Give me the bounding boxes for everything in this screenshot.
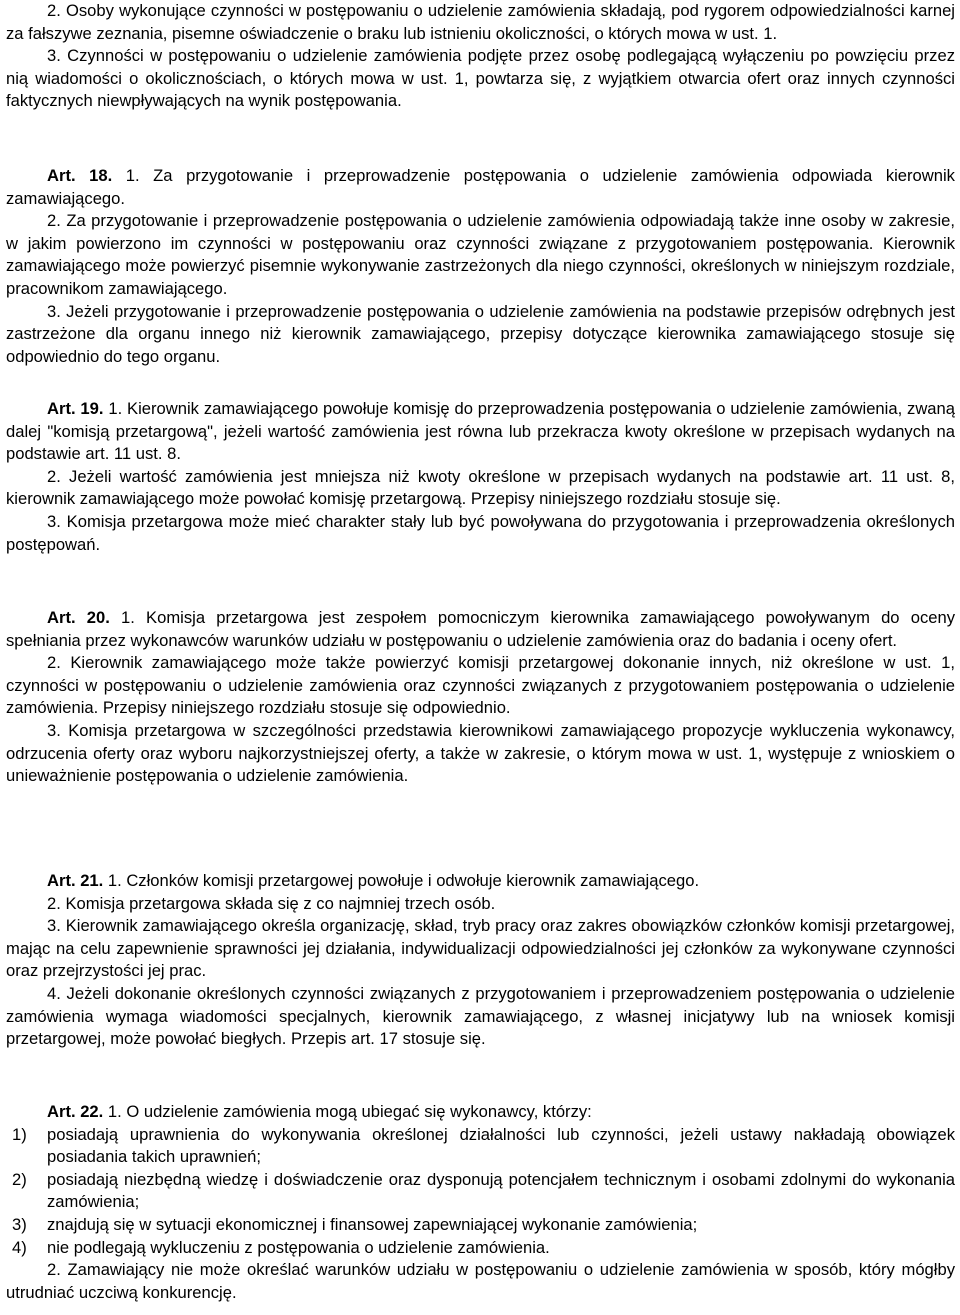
art18-para-3: 3. Jeżeli przygotowanie i przeprowadzenie postępowania o udzielenie zamówienia na podstawie przepisów odrębnych jest zastrzeżone dla organu innego niż kierownik zamawiającego, przepisy dotyczące kierownika zamawiającego stosuje się odpowiednio do tego organu. — [6, 301, 955, 366]
art21-para-4: 4. Jeżeli dokonanie określonych czynności związanych z przygotowaniem i przeprowadzeniem postępowania o udzielenie zamówienia wymaga wiadomości specjalnych, kierownik zamawiającego, z własnej inicjatywy lub na wniosek komisji przetargowej, może powołać biegłych. Przepis art. 17 stosuje się. — [6, 983, 955, 1049]
art18-heading: Art. 18. — [47, 166, 113, 185]
art20-heading: Art. 20. — [47, 608, 110, 627]
list-item — [6, 1237, 955, 1260]
list-item-number: 3) — [12, 1214, 27, 1234]
art17-para-2: 2. Osoby wykonujące czynności w postępowaniu o udzielenie zamówienia składają, pod rygorem odpowiedzialności karnej za fałszywe zeznania, pisemne oświadczenie o braku lub istnieniu okoliczności, o których mowa w ust. 1. — [6, 1, 955, 43]
art21-section — [6, 870, 955, 1051]
art21-heading: Art. 21. — [47, 871, 104, 890]
art18-para-1 — [6, 165, 955, 210]
art20-para-3: 3. Komisja przetargowa w szczególności przedstawia kierownikowi zamawiającego propozycje wykluczenia wykonawcy, odrzucenia oferty oraz wyboru najkorzystniejszej oferty, a także w zakresie, o którym mowa w ust. 1, występuje z wnioskiem o unieważnienie postępowania o udzielenie zamówienia. — [6, 720, 955, 786]
list-item — [6, 1214, 955, 1237]
list-item-number: 1) — [12, 1124, 27, 1144]
art22-heading: Art. 22. — [47, 1102, 104, 1121]
art22-list — [6, 1124, 955, 1260]
art22-para-1-text: 1. O udzielenie zamówienia mogą ubiegać się wykonawcy, którzy: — [103, 1102, 592, 1121]
list-item-text: znajdują się w sytuacji ekonomicznej i finansowej zapewniającej wykonanie zamówienia; — [47, 1214, 698, 1234]
art19-para-1-text: 1. Kierownik zamawiającego powołuje komisję do przeprowadzenia postępowania o udzielenie zamówienia, zwaną dalej "komisją przetargową", jeżeli wartość zamówienia jest równa lub przekracza kwoty określone w przepisach wydanych na podstawie art. 11 ust. 8. — [6, 399, 955, 464]
list-item-text: posiadają niezbędną wiedzę i doświadczenie oraz dysponują potencjałem technicznym i osobami zdolnymi do wykonania zamówienia; — [47, 1169, 955, 1212]
list-item — [6, 1169, 955, 1214]
art20-para-2: 2. Kierownik zamawiającego może także powierzyć komisji przetargowej dokonanie innych, niż określone w ust. 1, czynności w postępowaniu o udzielenie zamówienia oraz czynności związanych z przygotowaniem postępowania o udzielenie zamówienia. Przepisy niniejszego rozdziału stosuje się odpowiednio. — [6, 653, 955, 718]
art19-para-3: 3. Komisja przetargowa może mieć charakter stały lub być powoływana do przygotowania i przeprowadzenia określonych postępowań. — [6, 511, 955, 554]
art20-section — [6, 607, 955, 788]
art21-para-1 — [6, 870, 955, 893]
art20-para-1-text: 1. Komisja przetargowa jest zespołem pomocniczym kierownika zamawiającego powoływanym do oceny spełniania przez wykonawców warunków udziału w postępowaniu o udzielenie zamówienia oraz do badania i oceny ofert. — [6, 608, 955, 650]
art19-para-1 — [6, 398, 955, 466]
art17-continuation — [6, 0, 955, 113]
art18-section — [6, 165, 955, 368]
art22-para-1 — [6, 1101, 955, 1124]
art22-section — [6, 1101, 955, 1304]
art19-section — [6, 398, 955, 556]
art18-para-1-text: 1. Za przygotowanie i przeprowadzenie postępowania o udzielenie zamówienia odpowiada kierownik zamawiającego. — [6, 166, 955, 208]
art21-para-2: 2. Komisja przetargowa składa się z co najmniej trzech osób. — [47, 893, 496, 913]
list-item-text: nie podlegają wykluczeniu z postępowania o udzielenie zamówienia. — [47, 1237, 550, 1257]
art19-heading: Art. 19. — [47, 399, 104, 418]
art18-para-2: 2. Za przygotowanie i przeprowadzenie postępowania o udzielenie zamówienia odpowiadają także inne osoby w zakresie, w jakim powierzono im czynności w postępowaniu oraz czynności związane z przygotowaniem postępowania. Kierownik zamawiającego może powierzyć pisemnie wykonywanie zastrzeżonych dla niego czynności, określonych w niniejszym rozdziale, pracownikom zamawiającego. — [6, 211, 955, 298]
list-item-text: posiadają uprawnienia do wykonywania określonej działalności lub czynności, jeżeli ustawy nakładają obowiązek posiadania takich uprawnień; — [47, 1124, 955, 1167]
list-item — [6, 1124, 955, 1169]
list-item-number: 2) — [12, 1169, 27, 1189]
art19-para-2: 2. Jeżeli wartość zamówienia jest mniejsza niż kwoty określone w przepisach wydanych na podstawie art. 11 ust. 8, kierownik zamawiającego może powołać komisję przetargową. Przepisy niniejszego rozdziału stosuje się. — [6, 466, 955, 509]
art20-para-1 — [6, 607, 955, 652]
art22-para-2: 2. Zamawiający nie może określać warunków udziału w postępowaniu o udzielenie zamówienia w sposób, który mógłby utrudniać uczciwą konkurencję. — [6, 1260, 955, 1302]
art17-para-3: 3. Czynności w postępowaniu o udzielenie zamówienia podjęte przez osobę podlegającą wyłączeniu po powzięciu przez nią wiadomości o okolicznościach, o których mowa w ust. 1, powtarza się, z wyjątkiem otwarcia ofert oraz innych czynności faktycznych niewpływających na wynik postępowania. — [6, 46, 955, 111]
list-item-number: 4) — [12, 1237, 27, 1257]
art21-para-3: 3. Kierownik zamawiającego określa organizację, skład, tryb pracy oraz zakres obowiązków członków komisji przetargowej, mając na celu zapewnienie sprawności jej działania, indywidualizacji odpowiedzialności jej członków za wykonywane czynności oraz przejrzystości jej prac. — [6, 916, 955, 981]
art21-para-1-text: 1. Członków komisji przetargowej powołuje i odwołuje kierownik zamawiającego. — [103, 871, 700, 890]
